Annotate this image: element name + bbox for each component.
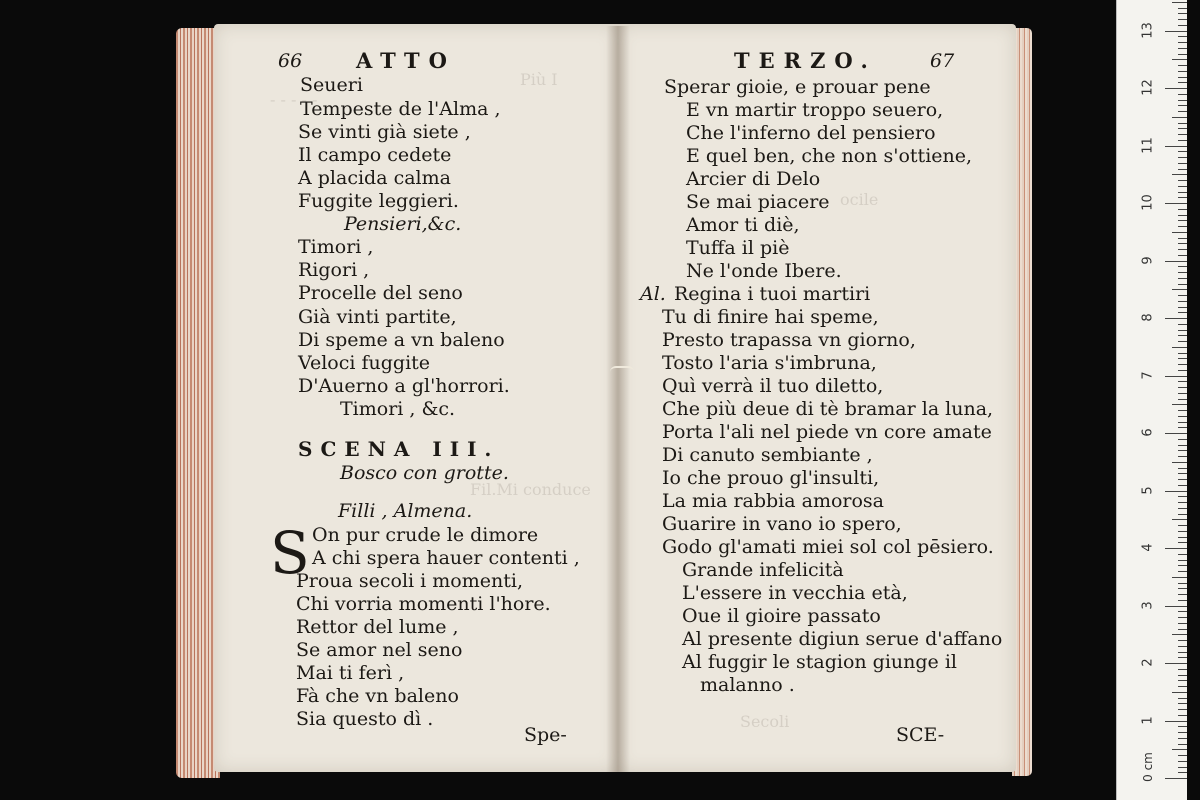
- ruler-tick: [1178, 537, 1187, 538]
- show-through-text: Secoli: [740, 712, 790, 731]
- verse-line: Tempeste de l'Alma ,: [300, 98, 501, 120]
- ruler-tick: [1178, 266, 1187, 267]
- ruler-number: 2: [1140, 658, 1156, 667]
- ruler-tick: [1178, 358, 1187, 359]
- speech-line: Di canuto sembiante ,: [662, 444, 873, 466]
- ruler-tick: [1172, 232, 1187, 233]
- ruler-tick: [1165, 491, 1187, 492]
- show-through-text: Fil.Mi conduce: [470, 480, 591, 499]
- ruler-tick: [1178, 744, 1187, 745]
- ruler-tick: [1178, 169, 1187, 170]
- ruler-tick: [1178, 468, 1187, 469]
- verse-line: Fà che vn baleno: [296, 685, 459, 707]
- ruler-number: 13: [1140, 21, 1156, 39]
- ruler-number: 7: [1140, 370, 1156, 380]
- ruler-tick: [1178, 157, 1187, 158]
- ruler-tick: [1178, 680, 1187, 681]
- speech-line: Porta l'ali nel piede vn core amate: [662, 421, 992, 443]
- ruler-tick: [1178, 151, 1187, 152]
- ruler-tick: [1178, 686, 1187, 687]
- ruler-tick: [1178, 583, 1187, 584]
- speech-line: Io che prouo gl'insulti,: [662, 467, 880, 489]
- ruler-tick: [1178, 370, 1187, 371]
- ruler-tick: [1178, 215, 1187, 216]
- ruler-tick: [1165, 203, 1187, 204]
- verse-line: Ne l'onde Ibere.: [686, 260, 842, 282]
- verse-line: Sia questo dì .: [296, 708, 434, 730]
- show-through-text: - - - - -: [270, 90, 318, 109]
- verse-line: Mai ti ferì ,: [296, 662, 405, 684]
- speech-line: Regina i tuoi martiri: [674, 283, 871, 305]
- ruler-tick: [1178, 542, 1187, 543]
- ruler-tick: [1178, 473, 1187, 474]
- ruler-tick: [1178, 301, 1187, 302]
- verse-line: Tuffa il piè: [686, 237, 790, 259]
- ruler-tick: [1178, 77, 1187, 78]
- verse-line: Che l'inferno del pensiero: [686, 122, 936, 144]
- ruler-number: 5: [1140, 485, 1156, 495]
- verse-line: Di speme a vn baleno: [298, 329, 505, 351]
- verse-line: Chi vorria momenti l'hore.: [296, 593, 551, 615]
- ruler-tick: [1178, 128, 1187, 129]
- left-page-number: 66: [278, 50, 303, 72]
- drop-cap: S: [270, 519, 310, 587]
- ruler-number: 3: [1140, 600, 1156, 610]
- speech-line: Guarire in vano io spero,: [662, 513, 902, 535]
- ruler-number: 12: [1140, 79, 1156, 96]
- ruler-tick: [1178, 186, 1187, 187]
- verse-line: Rettor del lume ,: [296, 616, 459, 638]
- ruler-tick: [1178, 54, 1187, 55]
- ruler-tick: [1178, 657, 1187, 658]
- ruler-tick: [1172, 2, 1187, 3]
- ruler-tick: [1165, 663, 1187, 664]
- book-gutter: [606, 26, 630, 772]
- ruler-tick: [1178, 514, 1187, 515]
- ruler-tick: [1178, 617, 1187, 618]
- catchword: Spe-: [524, 724, 567, 746]
- ruler-tick: [1178, 272, 1187, 273]
- ruler-tick: [1178, 19, 1187, 20]
- ruler-tick: [1178, 393, 1187, 394]
- ruler-number: 9: [1140, 255, 1156, 265]
- ruler-tick: [1178, 312, 1187, 313]
- ruler-tick: [1178, 508, 1187, 509]
- ruler-tick: [1178, 565, 1187, 566]
- ruler-tick: [1178, 698, 1187, 699]
- ruler-tick: [1172, 462, 1187, 463]
- speech-line: Grande infelicità: [682, 559, 844, 581]
- ruler-tick: [1178, 715, 1187, 716]
- refrain-line: Timori , &c.: [340, 398, 456, 420]
- ruler-tick: [1172, 404, 1187, 405]
- show-through-text: Più I: [520, 70, 558, 89]
- ruler-tick: [1178, 364, 1187, 365]
- ruler-tick: [1178, 307, 1187, 308]
- ruler-tick: [1178, 611, 1187, 612]
- ruler-tick: [1178, 387, 1187, 388]
- ruler-tick: [1165, 31, 1187, 32]
- ruler-tick: [1178, 669, 1187, 670]
- ruler-tick: [1178, 761, 1187, 762]
- ruler-tick: [1178, 341, 1187, 342]
- verse-line: Procelle del seno: [298, 282, 463, 304]
- verse-line: Già vinti partite,: [298, 306, 457, 328]
- speech-line: Al fuggir le stagion giunge il: [682, 651, 957, 673]
- ruler-tick: [1165, 261, 1187, 262]
- ruler-tick: [1178, 709, 1187, 710]
- ruler-tick: [1178, 255, 1187, 256]
- ruler-tick: [1165, 606, 1187, 607]
- ruler-tick: [1178, 197, 1187, 198]
- speech-line: L'essere in vecchia età,: [682, 582, 908, 604]
- speech-line: Tu di finire hai speme,: [662, 306, 879, 328]
- ruler-tick: [1172, 749, 1187, 750]
- ruler-tick: [1178, 249, 1187, 250]
- ruler-tick: [1178, 554, 1187, 555]
- speech-line: Oue il gioire passato: [682, 605, 881, 627]
- ruler-tick: [1165, 548, 1187, 549]
- left-running-head: ATTO: [356, 48, 456, 73]
- ruler-tick: [1178, 111, 1187, 112]
- speech-line: Presto trapassa vn giorno,: [662, 329, 916, 351]
- ruler-tick: [1178, 640, 1187, 641]
- ruler-tick: [1178, 105, 1187, 106]
- ruler-tick: [1178, 594, 1187, 595]
- ruler-tick: [1172, 59, 1187, 60]
- ruler-tick: [1178, 82, 1187, 83]
- ruler-tick: [1178, 416, 1187, 417]
- verse-line: Timori ,: [298, 236, 374, 258]
- ruler-tick: [1178, 209, 1187, 210]
- ruler-tick: [1178, 226, 1187, 227]
- ruler-tick: [1178, 284, 1187, 285]
- ruler-tick: [1178, 335, 1187, 336]
- ruler-number: 10: [1140, 194, 1156, 211]
- ruler-number: 1: [1140, 715, 1156, 725]
- ruler-tick: [1178, 243, 1187, 244]
- speech-line: La mia rabbia amorosa: [662, 490, 885, 512]
- ruler-tick: [1178, 450, 1187, 451]
- verse-line: D'Auerno a gl'horrori.: [298, 375, 510, 397]
- ruler-tick: [1178, 588, 1187, 589]
- ruler-tick: [1165, 376, 1187, 377]
- ruler-tick: [1178, 738, 1187, 739]
- ruler-tick: [1178, 767, 1187, 768]
- ruler-tick: [1172, 519, 1187, 520]
- ruler-tick: [1178, 192, 1187, 193]
- catchword: SCE-: [896, 724, 945, 746]
- verse-line: Rigori ,: [298, 259, 370, 281]
- verse-line: Se amor nel seno: [296, 639, 463, 661]
- ruler-tick: [1178, 238, 1187, 239]
- ruler-tick: [1165, 721, 1187, 722]
- ruler-tick: [1178, 65, 1187, 66]
- ruler-tick: [1178, 381, 1187, 382]
- verse-line: Proua secoli i momenti,: [296, 570, 523, 592]
- ruler-tick: [1178, 422, 1187, 423]
- ruler-tick: [1178, 525, 1187, 526]
- ruler-tick: [1178, 496, 1187, 497]
- ruler-tick: [1178, 295, 1187, 296]
- speaker-name: Al.: [640, 283, 666, 305]
- ruler-tick: [1178, 13, 1187, 14]
- ruler-tick: [1178, 571, 1187, 572]
- ruler-tick: [1178, 732, 1187, 733]
- ruler-tick: [1178, 456, 1187, 457]
- right-running-head: TERZO.: [734, 48, 877, 73]
- verse-line: On pur crude le dimore: [312, 524, 539, 546]
- ruler-tick: [1178, 726, 1187, 727]
- ruler-tick: [1178, 330, 1187, 331]
- speech-line: malanno .: [700, 674, 795, 696]
- show-through-text: ocile: [840, 190, 879, 209]
- verse-line: Fuggite leggieri.: [298, 190, 459, 212]
- measurement-ruler: [1116, 0, 1187, 800]
- verse-line: E vn martir troppo seuero,: [686, 99, 944, 121]
- ruler-number: 4: [1140, 543, 1156, 552]
- ruler-tick: [1165, 146, 1187, 147]
- ruler-tick: [1178, 485, 1187, 486]
- ruler-tick: [1178, 427, 1187, 428]
- verse-line: A chi spera hauer contenti ,: [312, 547, 580, 569]
- ruler-tick: [1172, 347, 1187, 348]
- verse-line: E quel ben, che non s'ottiene,: [686, 145, 973, 167]
- scene-heading: SCENA III.: [298, 437, 500, 461]
- ruler-tick: [1178, 646, 1187, 647]
- verse-line: Arcier di Delo: [686, 168, 821, 190]
- ruler-tick: [1165, 88, 1187, 89]
- ruler-tick: [1178, 324, 1187, 325]
- verse-line: Se vinti già siete ,: [298, 121, 471, 143]
- ruler-tick: [1178, 410, 1187, 411]
- right-page-number: 67: [930, 50, 955, 72]
- ruler-tick: [1172, 289, 1187, 290]
- speech-line: Al presente digiun serue d'affano: [682, 628, 1003, 650]
- verse-line: A placida calma: [298, 167, 451, 189]
- ruler-tick: [1178, 123, 1187, 124]
- ruler-tick: [1178, 755, 1187, 756]
- ruler-tick: [1178, 439, 1187, 440]
- ruler-tick: [1178, 134, 1187, 135]
- ruler-tick: [1178, 353, 1187, 354]
- ruler-tick: [1178, 772, 1187, 773]
- verse-line: Amor ti diè,: [686, 214, 800, 236]
- ruler-tick: [1178, 36, 1187, 37]
- ruler-tick: [1178, 180, 1187, 181]
- speech-line: Godo gl'amati miei sol col pēsiero.: [662, 536, 994, 558]
- ruler-tick: [1178, 652, 1187, 653]
- verse-line: Il campo cedete: [298, 144, 452, 166]
- ruler-unit-label: 0 cm: [1140, 752, 1155, 782]
- ruler-tick: [1172, 577, 1187, 578]
- speech-line: Tosto l'aria s'imbruna,: [662, 352, 877, 374]
- speech-line: Quì verrà il tuo diletto,: [662, 375, 884, 397]
- ruler-tick: [1165, 433, 1187, 434]
- ruler-tick: [1172, 174, 1187, 175]
- ruler-tick: [1178, 502, 1187, 503]
- ruler-tick: [1178, 600, 1187, 601]
- ruler-tick: [1178, 675, 1187, 676]
- ruler-tick: [1178, 623, 1187, 624]
- refrain-line: Pensieri,&c.: [344, 213, 462, 235]
- ruler-tick: [1178, 531, 1187, 532]
- scene-characters: Filli , Almena.: [338, 500, 473, 522]
- ruler-tick: [1178, 220, 1187, 221]
- ruler-tick: [1172, 692, 1187, 693]
- verse-line: Seueri: [300, 74, 363, 96]
- ruler-tick: [1178, 94, 1187, 95]
- ruler-tick: [1178, 8, 1187, 9]
- ruler-tick: [1172, 117, 1187, 118]
- verse-line: Sperar gioie, e prouar pene: [664, 76, 931, 98]
- ruler-tick: [1178, 25, 1187, 26]
- verse-line: Se mai piacere: [686, 191, 830, 213]
- ruler-tick: [1178, 140, 1187, 141]
- ruler-tick: [1178, 445, 1187, 446]
- ruler-tick: [1178, 42, 1187, 43]
- speech-line: Che più deue di tè bramar la luna,: [662, 398, 994, 420]
- ruler-tick: [1172, 634, 1187, 635]
- ruler-number: 8: [1140, 313, 1156, 322]
- ruler-tick: [1165, 318, 1187, 319]
- ruler-number: 11: [1140, 136, 1156, 154]
- ruler-tick: [1178, 399, 1187, 400]
- ruler-tick: [1178, 479, 1187, 480]
- ruler-number: 6: [1140, 428, 1156, 437]
- ruler-tick: [1178, 163, 1187, 164]
- ruler-tick: [1178, 703, 1187, 704]
- ruler-tick: [1165, 778, 1187, 779]
- ruler-tick: [1178, 71, 1187, 72]
- scene-setting: Bosco con grotte.: [340, 462, 509, 484]
- ruler-tick: [1178, 629, 1187, 630]
- ruler-tick: [1178, 560, 1187, 561]
- ruler-tick: [1178, 100, 1187, 101]
- ruler-tick: [1178, 278, 1187, 279]
- ruler-tick: [1178, 48, 1187, 49]
- binding-thread: [610, 366, 634, 378]
- verse-line: Veloci fuggite: [298, 352, 431, 374]
